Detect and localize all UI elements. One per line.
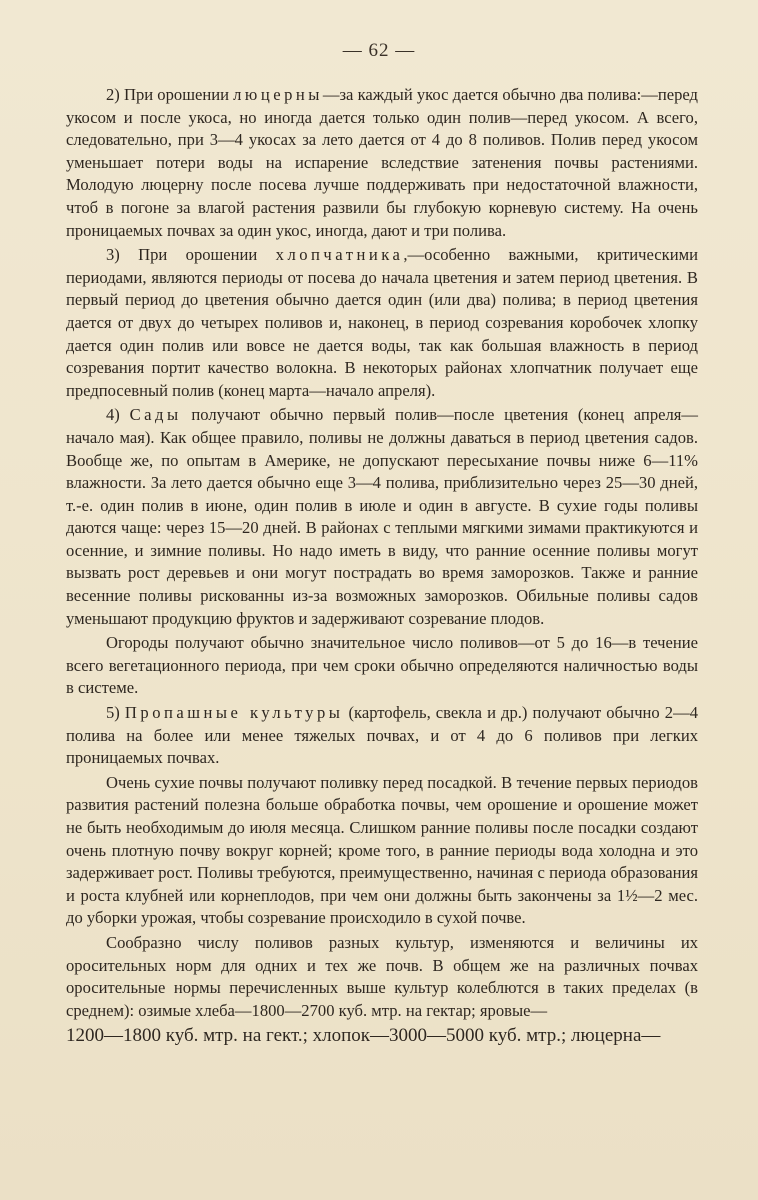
paragraph-cotton: 3) При орошении хлопчатника,—особенно важными, критическими периодами, являются периоды от посева до начала цветения и затем период цветения. В первый период до цветения обычно дается один (или два) полива; в период цветения дается от двух до четырех поливов и, наконец, в период созревания коробочек хлопку дается один полив или вовсе не дается воды, так как большая влажность в период созревания портит качество волокна. В некоторых районах хлопчатник получает еще предпосевный полив (конец марта—начало апреля). [66, 245, 698, 400]
crop-term: хлопчатника [275, 245, 404, 265]
crop-term: Пропашные культуры [124, 703, 344, 723]
paragraph-dry-soils: Очень сухие почвы получают поливку перед посадкой. В течение первых периодов развития растений полезна больше обработка почвы, чем орошение и орошение может не быть необходимым до июля месяца. Слишком ранние поливы после посадки создают очень плотную почву вокруг корней; кроме того, в ранние периоды вода холодна и это задерживает рост. Поливы требуются, преимущественно, начиная с периода образования и роста клубней или корнеплодов, при чем они должны быть закончены за 1½—2 мес. до уборки урожая, чтобы созревание происходило в сухой почве. [66, 772, 698, 928]
page-body [66, 84, 698, 1048]
crop-term: Сады [129, 405, 182, 425]
paragraph-row-crops: 5) Пропашные культуры (картофель, свекла и др.) получают обычно 2—4 полива на более или менее тяжелых почвах, и от 4 до 6 поливов при легких проницаемых почвах. [66, 703, 698, 768]
paragraph-irrigation-norms: Сообразно числу поливов разных культур, изменяются и величины их оросительных норм для одних и тех же почв. В общем же на различных почвах оросительные нормы перечисленных выше культур колеблются в таких пределах (в среднем): озимые хлеба—1800—2700 куб. мтр. на гектар; яровые— [66, 932, 698, 1020]
crop-term: люцерны [233, 85, 323, 104]
final-line: 1200—1800 куб. мтр. на гект.; хлопок—3000—5000 куб. мтр.; люцерна— [66, 1025, 661, 1047]
paragraph-lucerne: 2) При орошении люцерны—за каждый укос дается обычно два полива:—перед укосом и после укоса, но иногда дается только один полив—перед укосом. А всего, следовательно, при 3—4 укосах за лето дается от 4 до 8 поливов. Полив перед укосом уменьшает потери воды на испарение вследствие затенения почвы растениями. Молодую люцерну после посева лучше поддерживать при недостаточной влажности, чтоб в погоне за влагой растения развили бы глубокую корневую систему. На очень проницаемых почвах за один укос, иногда, дают и три полива. [66, 85, 698, 240]
paragraph-orchards: 4) Сады получают обычно первый полив—после цветения (конец апреля—начало мая). Как общее правило, поливы не должны даваться в период цветения садов. Вообще же, по опытам в Америке, не допускают пересыхание почвы ниже 6—11% влажности. За лето дается обычно еще 3—4 полива, приблизительно через 25—30 дней, т.-е. один полив в июне, один полив в июле и один в августе. В сухие годы поливы даются чаще: через 15—20 дней. В районах с теплыми мягкими зимами практикуются и осенние, и зимние поливы. Но надо иметь в виду, что ранние осенние поливы могут вызвать рост деревьев и они могут пострадать во время заморозков. Также и ранние весенние поливы рискованны из-за возможных заморозков. Обильные поливы садов уменьшают продукцию фруктов и задерживают созревание плодов. [66, 405, 698, 628]
paragraph-gardens: Огороды получают обычно значительное число поливов—от 5 до 16—в течение всего вегетационного периода, при чем сроки обычно определяются наличностью воды в системе. [66, 633, 698, 698]
page-number: — 62 — [342, 40, 416, 61]
